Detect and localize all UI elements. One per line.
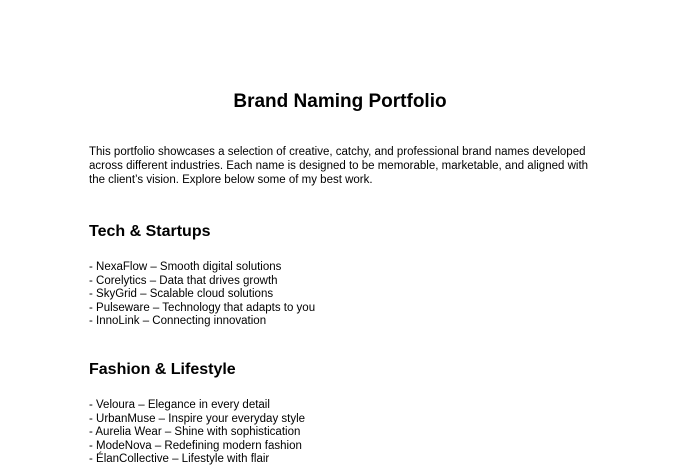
list-item: - NexaFlow – Smooth digital solutions xyxy=(89,261,282,273)
list-item: - SkyGrid – Scalable cloud solutions xyxy=(89,288,274,301)
section-heading-fashion: Fashion & Lifestyle xyxy=(89,361,236,378)
intro-line: across different industries. Each name is designed to be memorable, marketable, and aligned with xyxy=(89,160,589,172)
intro-line: the client’s vision. Explore below some of my best work. xyxy=(89,174,373,186)
intro-line: This portfolio showcases a selection of creative, catchy, and professional brand names developed xyxy=(89,146,586,158)
list-item: - InnoLink – Connecting innovation xyxy=(89,315,267,328)
list-item: - ÉlanCollective – Lifestyle with flair xyxy=(89,453,270,466)
list-item: - Pulseware – Technology that adapts to you xyxy=(89,301,316,314)
list-item: - Corelytics – Data that drives growth xyxy=(89,274,278,287)
section-heading-tech: Tech & Startups xyxy=(89,223,211,240)
list-item: - ModeNova – Redefining modern fashion xyxy=(89,439,302,452)
list-item: - UrbanMuse – Inspire your everyday style xyxy=(89,412,306,425)
brand-list-tech xyxy=(89,261,315,329)
list-item: - Aurelia Wear – Shine with sophistication xyxy=(89,426,301,439)
list-item: - Veloura – Elegance in every detail xyxy=(89,399,270,411)
brand-list-fashion xyxy=(89,399,305,467)
page-title: Brand Naming Portfolio xyxy=(233,91,447,112)
intro-paragraph xyxy=(89,145,609,187)
